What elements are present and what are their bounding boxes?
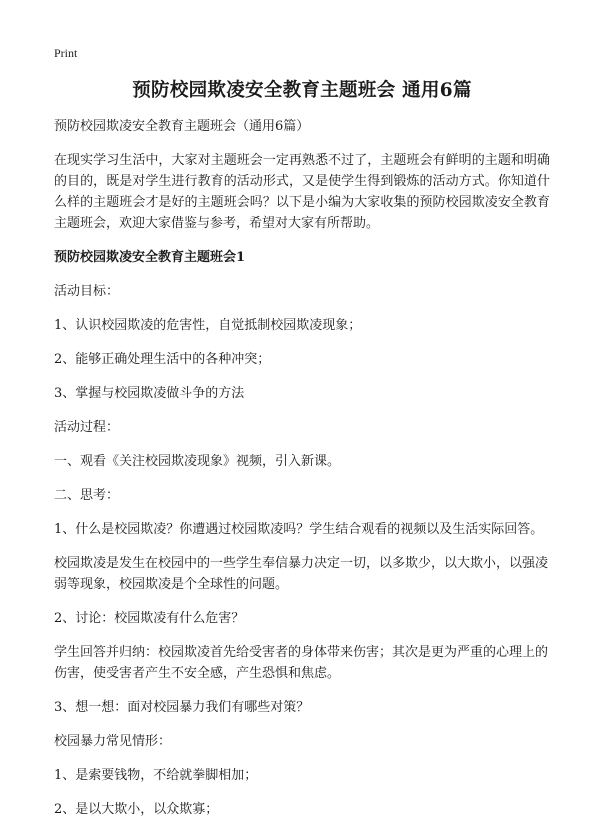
document-title: 预防校园欺凌安全教育主题班会 通用6篇 bbox=[132, 80, 472, 101]
paragraph: 活动过程： bbox=[54, 420, 120, 435]
intro-paragraph: 在现实学习生活中，大家对主题班会一定再熟悉不过了，主题班会有鲜明的主题和明确的目的，既是对学生进行教育的活动形式，又是使学生得到锻炼的活动方式。你知道什么样的主题班会才是好的主题班会吗？以下是小编为大家收集的预防校园欺凌安全教育主题班会，欢迎大家借鉴与参考，希望对大家有所帮助。 bbox=[54, 153, 550, 231]
paragraph: 学生回答并归纳：校园欺凌首先给受害者的身体带来伤害；其次是更为严重的心理上的伤害，使受害者产生不安全感，产生恐惧和焦虑。 bbox=[54, 645, 549, 681]
paragraph: 活动目标： bbox=[54, 284, 120, 299]
paragraph: 1、什么是校园欺凌？你遭遇过校园欺凌吗？学生结合观看的视频以及生活实际回答。 bbox=[54, 522, 544, 537]
paragraph: 二、思考： bbox=[54, 488, 120, 503]
paragraph: 2、是以大欺小，以众欺寡； bbox=[54, 802, 219, 817]
paragraph: 一、观看《关注校园欺凌现象》视频，引入新课。 bbox=[54, 454, 341, 469]
paragraph: 2、能够正确处理生活中的各种冲突； bbox=[54, 352, 271, 367]
paragraph: 2、讨论：校园欺凌有什么危害？ bbox=[54, 611, 245, 626]
document-page bbox=[54, 78, 550, 833]
paragraph: 1、是索要钱物，不给就拳脚相加； bbox=[54, 768, 258, 783]
paragraph: 3、掌握与校园欺凌做斗争的方法 bbox=[54, 386, 245, 401]
paragraph: 1、认识校园欺凌的危害性，自觉抵制校园欺凌现象； bbox=[54, 318, 362, 333]
paragraph: 校园欺凌是发生在校园中的一些学生奉信暴力决定一切，以多欺少，以大欺小，以强凌弱等现象，校园欺凌是个全球性的问题。 bbox=[54, 556, 549, 592]
print-link[interactable]: Print bbox=[54, 46, 78, 60]
paragraph: 3、想一想：面对校园暴力我们有哪些对策？ bbox=[54, 700, 310, 715]
section-heading: 预防校园欺凌安全教育主题班会1 bbox=[54, 250, 246, 265]
paragraph: 校园暴力常见情形： bbox=[54, 734, 172, 749]
document-subtitle: 预防校园欺凌安全教育主题班会（通用6篇） bbox=[54, 119, 310, 134]
